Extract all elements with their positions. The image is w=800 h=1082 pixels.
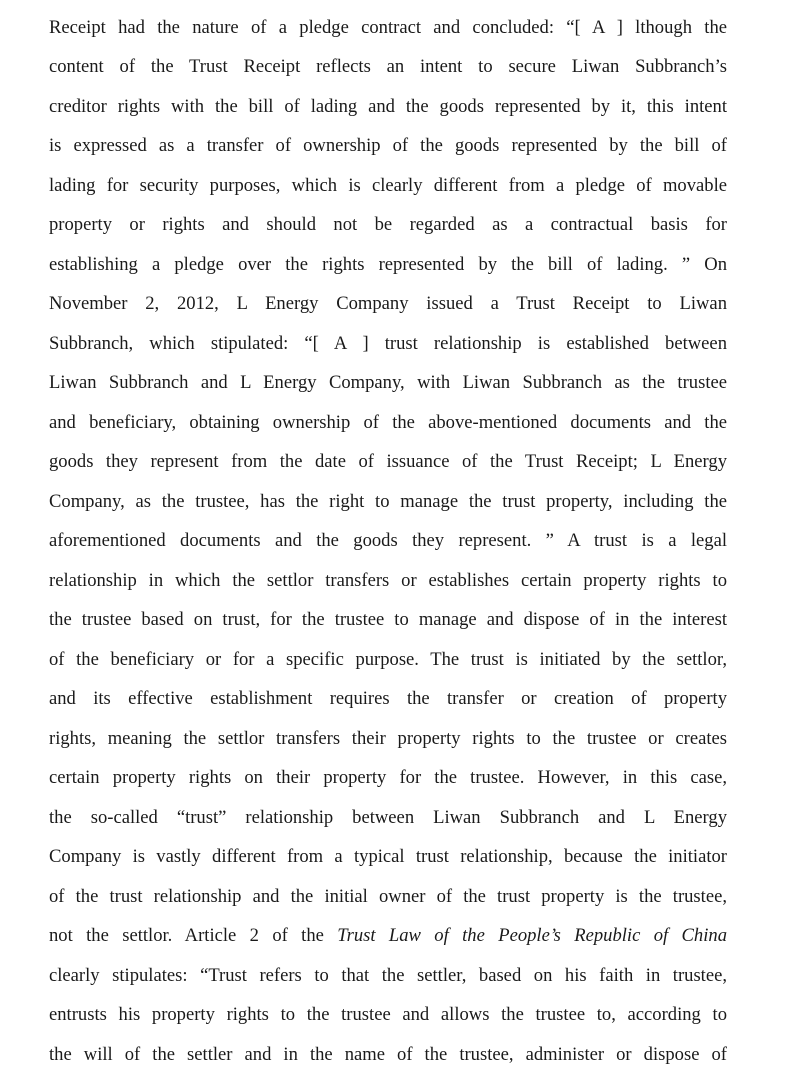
text-line: of the trust relationship and the initial owner of the trust property is the trustee, (49, 886, 727, 907)
text-line: property or rights and should not be regarded as a contractual basis for (49, 214, 727, 235)
text-line: goods they represent from the date of issuance of the Trust Receipt; L Energy (49, 451, 727, 472)
text-line: content of the Trust Receipt reflects an intent to secure Liwan Subbranch’s (49, 56, 727, 77)
text-segment: not the settlor. Article 2 of the (49, 925, 338, 946)
text-line: the will of the settler and in the name of the trustee, administer or dispose of (49, 1044, 727, 1065)
text-line: clearly stipulates: “Trust refers to that the settler, based on his faith in trustee, (49, 965, 727, 986)
text-line: Company is vastly different from a typical trust relationship, because the initiator (49, 846, 727, 867)
text-line: certain property rights on their property for the trustee. However, in this case, (49, 767, 727, 788)
text-line: and its effective establishment requires the transfer or creation of property (49, 688, 727, 709)
cited-law-title: Trust Law of the People’s Republic of China (337, 925, 727, 946)
text-line: relationship in which the settlor transfers or establishes certain property rights to (49, 570, 727, 591)
text-line: November 2, 2012, L Energy Company issued a Trust Receipt to Liwan (49, 293, 727, 314)
text-line-with-citation (49, 925, 727, 947)
text-line: and beneficiary, obtaining ownership of the above-mentioned documents and the (49, 412, 727, 433)
text-line: is expressed as a transfer of ownership of the goods represented by the bill of (49, 135, 727, 156)
text-line: Company, as the trustee, has the right to manage the trust property, including the (49, 491, 727, 512)
text-line: establishing a pledge over the rights represented by the bill of lading. ” On (49, 254, 727, 275)
text-line: rights, meaning the settlor transfers their property rights to the trustee or creates (49, 728, 727, 749)
text-line: the trustee based on trust, for the trustee to manage and dispose of in the interest (49, 609, 727, 630)
text-line: Liwan Subbranch and L Energy Company, with Liwan Subbranch as the trustee (49, 372, 727, 393)
text-line: Receipt had the nature of a pledge contract and concluded: “[ A ] lthough the (49, 17, 727, 38)
text-line: Subbranch, which stipulated: “[ A ] trust relationship is established between (49, 333, 727, 354)
text-line: creditor rights with the bill of lading and the goods represented by it, this intent (49, 96, 727, 117)
text-line: lading for security purposes, which is clearly different from a pledge of movable (49, 175, 727, 196)
text-line: aforementioned documents and the goods they represent. ” A trust is a legal (49, 530, 727, 551)
text-line: entrusts his property rights to the trustee and allows the trustee to, according to (49, 1004, 727, 1025)
text-line: the so-called “trust” relationship between Liwan Subbranch and L Energy (49, 807, 727, 828)
text-line: of the beneficiary or for a specific purpose. The trust is initiated by the settlor, (49, 649, 727, 670)
